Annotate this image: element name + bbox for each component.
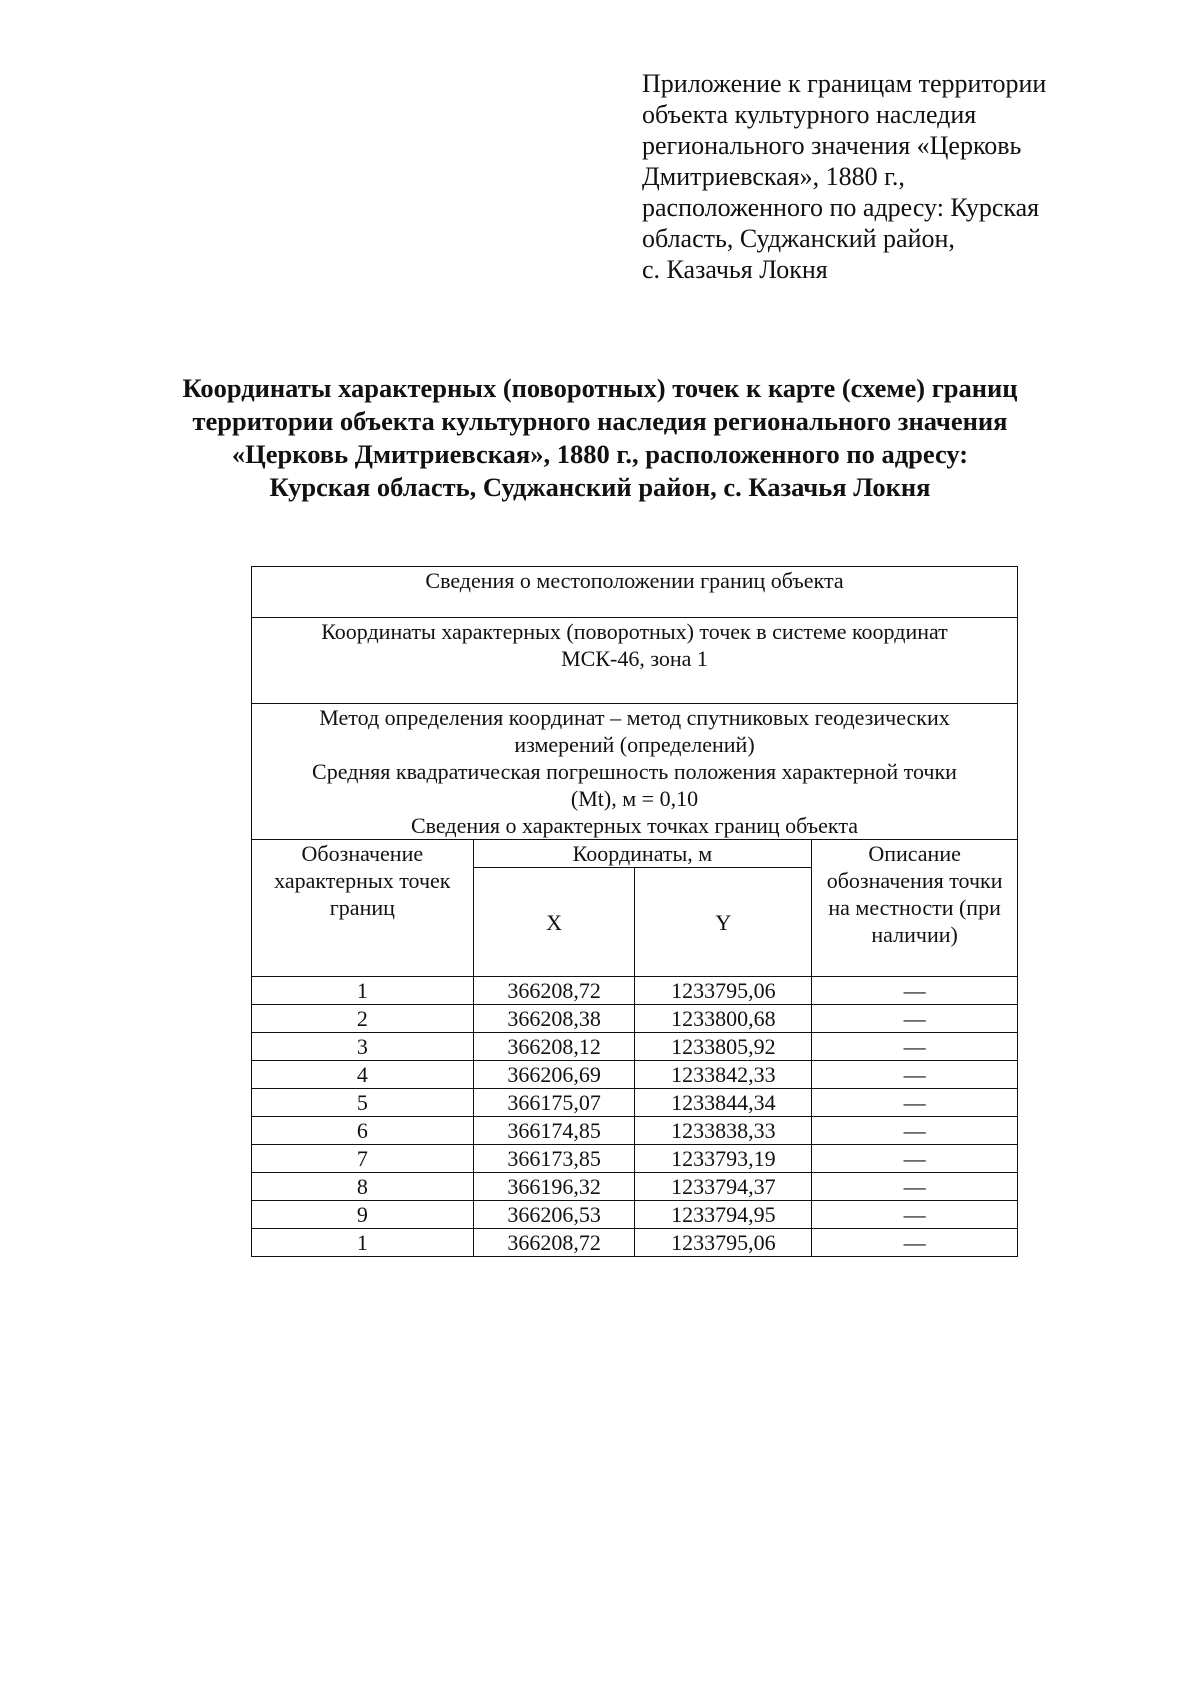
x-cell: 366208,72 <box>473 1229 635 1257</box>
table-row <box>252 1005 1018 1033</box>
y-cell: 1233795,06 <box>635 977 812 1005</box>
appendix-line: расположенного по адресу: Курская <box>642 193 1040 222</box>
appendix-line: регионального значения «Церковь <box>642 131 1022 160</box>
point-cell: 1 <box>252 1229 474 1257</box>
coordinates-table <box>251 566 1018 1257</box>
table-row <box>252 1145 1018 1173</box>
table-row <box>252 1117 1018 1145</box>
x-cell: 366173,85 <box>473 1145 635 1173</box>
description-cell: — <box>812 1145 1018 1173</box>
description-cell: — <box>812 977 1018 1005</box>
description-cell: — <box>812 1229 1018 1257</box>
description-cell: — <box>812 1061 1018 1089</box>
accuracy-text: Средняя квадратическая погрешность положения характерной точки (Mt), м = 0,10 <box>312 759 957 811</box>
y-cell: 1233805,92 <box>635 1033 812 1061</box>
col-header-y: Y <box>635 868 812 977</box>
y-cell: 1233793,19 <box>635 1145 812 1173</box>
table-coord-system-row <box>252 618 1018 704</box>
method-text: Метод определения координат – метод спутниковых геодезических измерений (определений) <box>319 705 950 757</box>
title-line: «Церковь Дмитриевская», 1880 г., расположенного по адресу: <box>231 439 969 469</box>
point-cell: 3 <box>252 1033 474 1061</box>
x-cell: 366206,53 <box>473 1201 635 1229</box>
x-cell: 366208,72 <box>473 977 635 1005</box>
table-row <box>252 977 1018 1005</box>
y-cell: 1233844,34 <box>635 1089 812 1117</box>
col-header-coordinates: Координаты, м <box>473 840 812 868</box>
point-cell: 1 <box>252 977 474 1005</box>
description-cell: — <box>812 1005 1018 1033</box>
points-info-text: Сведения о характерных точках границ объекта <box>411 813 858 838</box>
point-cell: 5 <box>252 1089 474 1117</box>
col-header-point: Обозначение характерных точек границ <box>252 840 474 977</box>
y-cell: 1233794,95 <box>635 1201 812 1229</box>
appendix-line: с. Казачья Локня <box>642 255 828 284</box>
point-cell: 8 <box>252 1173 474 1201</box>
appendix-line: область, Суджанский район, <box>642 224 955 253</box>
point-cell: 2 <box>252 1005 474 1033</box>
y-cell: 1233795,06 <box>635 1229 812 1257</box>
title-line: Координаты характерных (поворотных) точек к карте (схеме) границ <box>182 373 1018 403</box>
x-cell: 366174,85 <box>473 1117 635 1145</box>
point-cell: 7 <box>252 1145 474 1173</box>
description-cell: — <box>812 1117 1018 1145</box>
coord-system-cell <box>252 618 1018 704</box>
y-cell: 1233838,33 <box>635 1117 812 1145</box>
x-cell: 366208,12 <box>473 1033 635 1061</box>
table-row <box>252 1033 1018 1061</box>
x-cell: 366208,38 <box>473 1005 635 1033</box>
x-cell: 366206,69 <box>473 1061 635 1089</box>
table-row <box>252 1229 1018 1257</box>
y-cell: 1233800,68 <box>635 1005 812 1033</box>
y-cell: 1233842,33 <box>635 1061 812 1089</box>
section-header-cell: Сведения о местоположении границ объекта <box>252 567 1018 618</box>
x-cell: 366196,32 <box>473 1173 635 1201</box>
table-section-header-row <box>252 567 1018 618</box>
table-column-header-row <box>252 840 1018 868</box>
table-row <box>252 1061 1018 1089</box>
x-cell: 366175,07 <box>473 1089 635 1117</box>
table-method-row <box>252 704 1018 840</box>
table-row <box>252 1089 1018 1117</box>
description-cell: — <box>812 1089 1018 1117</box>
point-cell: 9 <box>252 1201 474 1229</box>
appendix-line: объекта культурного наследия <box>642 100 977 129</box>
table-row <box>252 1173 1018 1201</box>
description-cell: — <box>812 1201 1018 1229</box>
document-title <box>120 372 1080 504</box>
title-line: Курская область, Суджанский район, с. Казачья Локня <box>269 472 931 502</box>
method-cell <box>252 704 1018 840</box>
appendix-line: Дмитриевская», 1880 г., <box>642 162 905 191</box>
y-cell: 1233794,37 <box>635 1173 812 1201</box>
description-cell: — <box>812 1173 1018 1201</box>
table-row <box>252 1201 1018 1229</box>
col-header-x: X <box>473 868 635 977</box>
appendix-line: Приложение к границам территории <box>642 69 1047 98</box>
col-header-description: Описание обозначения точки на местности (при наличии) <box>812 840 1018 977</box>
point-cell: 6 <box>252 1117 474 1145</box>
point-cell: 4 <box>252 1061 474 1089</box>
title-line: территории объекта культурного наследия регионального значения <box>192 406 1008 436</box>
appendix-note <box>642 68 1090 285</box>
description-cell: — <box>812 1033 1018 1061</box>
table-body <box>252 977 1018 1257</box>
coord-system-text: Координаты характерных (поворотных) точек в системе координат МСК-46, зона 1 <box>321 619 948 671</box>
